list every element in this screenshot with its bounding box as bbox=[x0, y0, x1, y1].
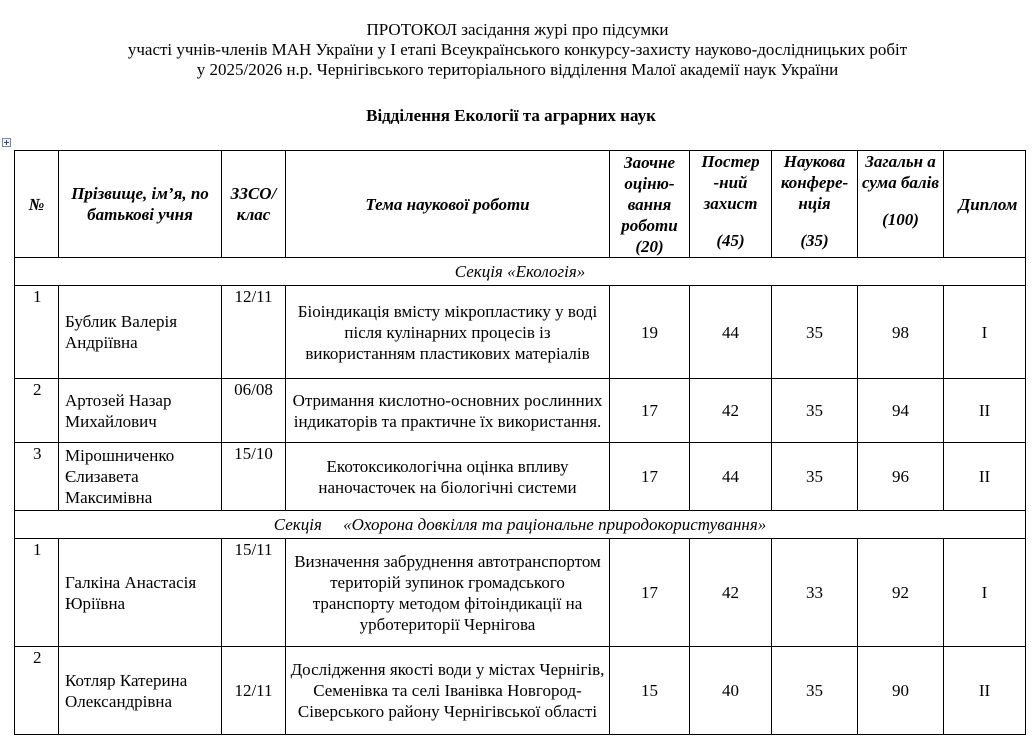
col-header-conference-label: Наукова конфере-нція bbox=[780, 152, 849, 213]
cell-name: Бублик Валерія Андріївна bbox=[59, 286, 222, 379]
cell-school: 06/08 bbox=[222, 379, 286, 443]
cell-absentee: 19 bbox=[610, 286, 690, 379]
table-move-handle-icon[interactable] bbox=[2, 138, 11, 147]
cell-poster: 40 bbox=[690, 647, 772, 735]
cell-poster: 42 bbox=[690, 379, 772, 443]
cell-school: 12/11 bbox=[222, 286, 286, 379]
cell-name: Мірошниченко Єлизавета Максимівна bbox=[59, 443, 222, 511]
table-row bbox=[15, 647, 1026, 735]
cell-total: 92 bbox=[858, 539, 944, 647]
cell-name: Галкіна Анастасія Юріївна bbox=[59, 539, 222, 647]
cell-topic: Визначення забруднення автотранспортом територій зупинок громадського транспорту методом фітоіндикації на урботериторії Чернігова bbox=[286, 539, 610, 647]
table-row bbox=[15, 539, 1026, 647]
cell-total: 96 bbox=[858, 443, 944, 511]
table-row bbox=[15, 379, 1026, 443]
cell-absentee: 15 bbox=[610, 647, 690, 735]
cell-name: Котляр Катерина Олександрівна bbox=[59, 647, 222, 735]
cell-num: 2 bbox=[15, 379, 59, 443]
cell-diploma: І bbox=[944, 539, 1026, 647]
header-line-1: ПРОТОКОЛ засідання журі про підсумки bbox=[366, 20, 669, 39]
col-header-poster-points: (45) bbox=[716, 231, 745, 250]
cell-total: 98 bbox=[858, 286, 944, 379]
section-title: Секція «Екологія» bbox=[15, 258, 1026, 286]
cell-topic: Екотоксикологічна оцінка впливу наночасточек на біологічні системи bbox=[286, 443, 610, 511]
col-header-absentee-label: Заочне оціню-вання роботи bbox=[621, 152, 678, 235]
cell-school: 15/11 bbox=[222, 539, 286, 647]
col-header-conference bbox=[772, 151, 858, 258]
cell-total: 94 bbox=[858, 379, 944, 443]
cell-num: 2 bbox=[15, 647, 59, 735]
cell-conference: 35 bbox=[772, 286, 858, 379]
cell-conference: 33 bbox=[772, 539, 858, 647]
cell-diploma: ІІ bbox=[944, 647, 1026, 735]
col-header-poster bbox=[690, 151, 772, 258]
cell-total: 90 bbox=[858, 647, 944, 735]
cell-name: Артозей Назар Михайлович bbox=[59, 379, 222, 443]
table-row bbox=[15, 286, 1026, 379]
cell-conference: 35 bbox=[772, 647, 858, 735]
col-header-conference-points: (35) bbox=[800, 231, 829, 250]
cell-topic: Дослідження якості води у містах Чернігів, Семенівка та селі Іванівка Новгород-Сіверського району Чернігівської області bbox=[286, 647, 610, 735]
cell-conference: 35 bbox=[772, 443, 858, 511]
col-header-name: Прізвище, ім’я, по батькові учня bbox=[59, 151, 222, 258]
col-header-poster-label: Постер -ний захист bbox=[701, 152, 760, 213]
cell-diploma: І bbox=[944, 286, 1026, 379]
cell-topic: Біоіндикація вмісту мікропластику у воді після кулінарних процесів із використанням пластикових матеріалів bbox=[286, 286, 610, 379]
cell-absentee: 17 bbox=[610, 539, 690, 647]
cell-conference: 35 bbox=[772, 379, 858, 443]
cell-school: 15/10 bbox=[222, 443, 286, 511]
col-header-total bbox=[858, 151, 944, 258]
col-header-topic: Тема наукової роботи bbox=[286, 151, 610, 258]
cell-num: 1 bbox=[15, 539, 59, 647]
table-row bbox=[15, 443, 1026, 511]
cell-absentee: 17 bbox=[610, 443, 690, 511]
section-title: Секція «Охорона довкілля та раціональне природокористування» bbox=[15, 511, 1026, 539]
cell-poster: 42 bbox=[690, 539, 772, 647]
col-header-school: ЗЗСО/ клас bbox=[222, 151, 286, 258]
table-header-row bbox=[15, 151, 1026, 258]
cell-num: 3 bbox=[15, 443, 59, 511]
header-line-3: у 2025/2026 н.р. Чернігівського територіального відділення Малої академії наук України bbox=[196, 60, 839, 79]
cell-absentee: 17 bbox=[610, 379, 690, 443]
section-row-ecology bbox=[15, 258, 1026, 286]
col-header-absentee-points: (20) bbox=[635, 236, 664, 256]
department-title: Відділення Екології та аграрних наук bbox=[366, 106, 656, 125]
cell-poster: 44 bbox=[690, 286, 772, 379]
cell-num: 1 bbox=[15, 286, 59, 379]
col-header-total-points: (100) bbox=[882, 210, 919, 229]
header-line-2: участі учнів-членів МАН України у І етапі Всеукраїнського конкурсу-захисту науково-дослідницьких робіт bbox=[127, 40, 908, 59]
results-table bbox=[14, 150, 1026, 735]
cell-diploma: ІІ bbox=[944, 379, 1026, 443]
protocol-header bbox=[0, 20, 1035, 80]
col-header-diploma: Диплом bbox=[944, 151, 1026, 258]
section-row-environment bbox=[15, 511, 1026, 539]
col-header-total-label: Загальн а сума балів bbox=[862, 152, 939, 192]
col-header-absentee bbox=[610, 151, 690, 258]
cell-topic: Отримання кислотно-основних рослинних індикаторів та практичне їх використання. bbox=[286, 379, 610, 443]
cell-school: 12/11 bbox=[222, 647, 286, 735]
cell-poster: 44 bbox=[690, 443, 772, 511]
col-header-num: № bbox=[15, 151, 59, 258]
cell-diploma: ІІ bbox=[944, 443, 1026, 511]
